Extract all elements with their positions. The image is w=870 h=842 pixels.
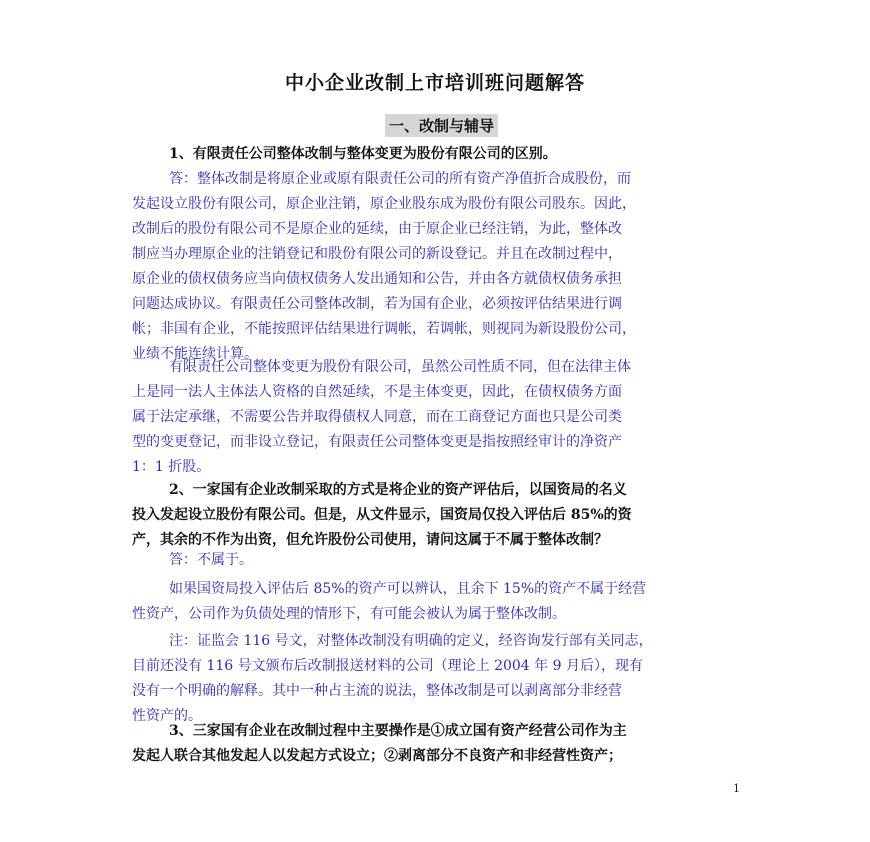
text-line: 3、三家国有企业在改制过程中主要操作是①成立国有资产经营公司作为主 (169, 723, 627, 739)
text-line: 发起设立股份有限公司，原企业注销，原企业股东成为股份有限公司股东。因此， (132, 196, 636, 212)
text-line: 性资产的。 (132, 708, 202, 724)
text-line: 制应当办理原企业的注销登记和股份有限公司的新设登记。并且在改制过程中， (132, 246, 622, 262)
text-line: 性资产，公司作为负债处理的情形下，有可能会被认为属于整体改制。 (132, 606, 566, 622)
answer-1-paragraph-1 (132, 167, 752, 367)
text-line: 没有一个明确的解释。其中一种占主流的说法，整体改制是可以剥离部分非经营 (132, 683, 622, 699)
text-line: 注：证监会 116 号文，对整体改制没有明确的定义，经咨询发行部有关同志， (169, 633, 653, 649)
text-line: 答：整体改制是将原企业或原有限责任公司的所有资产净值折合成股份，而 (169, 171, 631, 187)
question-1-text: 1、有限责任公司整体改制与整体变更为股份有限公司的区别。 (169, 146, 557, 162)
text-line: 目前还没有 116 号文颁布后改制报送材料的公司（理论上 2004 年 9 月后），现有 (132, 658, 643, 674)
text-line: 原企业的债权债务应当向债权债务人发出通知和公告，并由各方就债权债务承担 (132, 271, 622, 287)
page-title: 中小企业改制上市培训班问题解答 (284, 72, 585, 94)
text-line: 业绩不能连续计算。 (132, 346, 258, 362)
answer-2 (132, 548, 752, 573)
text-line: 发起人联合其他发起人以发起方式设立；②剥离部分不良资产和非经营性资产； (132, 748, 622, 764)
text-line: 问题达成协议。有限责任公司整体改制，若为国有企业，必须按评估结果进行调 (132, 296, 622, 312)
text-line: 型的变更登记，而非设立登记，有限责任公司整体变更是指按照经审计的净资产 (132, 434, 622, 450)
question-2 (132, 478, 752, 553)
answer-2-paragraph (132, 577, 752, 627)
text-line: 改制后的股份有限公司不是原企业的延续，由于原企业已经注销，为此，整体改 (132, 221, 622, 237)
text-line: 属于法定承继，不需要公告并取得债权人同意，而在工商登记方面也只是公司类 (132, 409, 622, 425)
text-line: 1：1 折股。 (132, 459, 211, 475)
answer-1-paragraph-2 (132, 355, 752, 480)
section-heading: 一、改制与辅导 (385, 114, 498, 137)
question-1 (132, 142, 752, 167)
text-line: 如果国资局投入评估后 85%的资产可以辨认，且余下 15%的资产不属于经营 (169, 581, 647, 597)
text-line: 产，其余的不作为出资，但允许股份公司使用，请问这属于不属于整体改制？ (132, 532, 608, 548)
text-line: 有限责任公司整体变更为股份有限公司，虽然公司性质不同，但在法律主体 (169, 359, 631, 375)
question-3 (132, 719, 752, 769)
text-line: 答：不属于。 (169, 552, 253, 568)
text-line: 上是同一法人主体法人资格的自然延续，不是主体变更，因此，在债权债务方面 (132, 384, 622, 400)
note-paragraph (132, 629, 752, 729)
text-line: 2、一家国有企业改制采取的方式是将企业的资产评估后，以国资局的名义 (169, 482, 627, 498)
text-line: 帐；非国有企业，不能按照评估结果进行调帐，若调帐，则视同为新设股份公司， (132, 321, 636, 337)
text-line: 投入发起设立股份有限公司。但是，从文件显示，国资局仅投入评估后 85%的资 (132, 507, 632, 523)
page-number: 1 (733, 782, 740, 795)
